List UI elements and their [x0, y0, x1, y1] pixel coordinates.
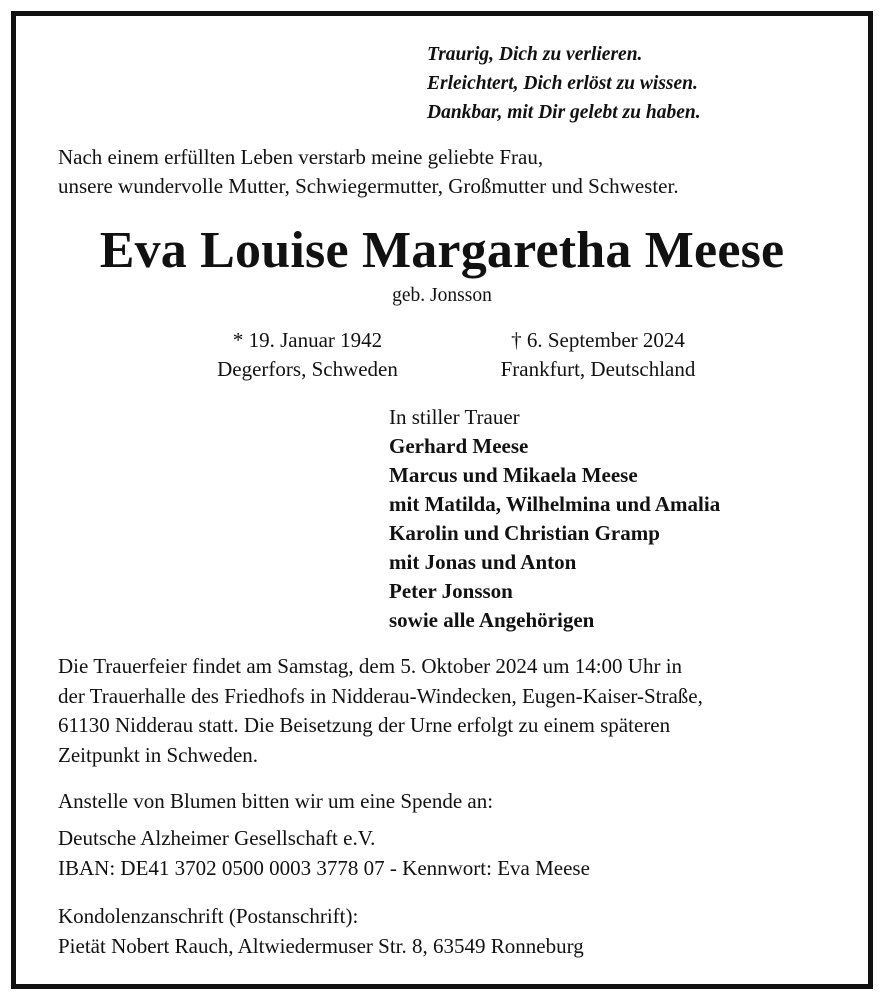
birth-date: * 19. Januar 1942: [232, 328, 383, 352]
donation-iban: IBAN: DE41 3702 0500 0003 3778 07 - Kennwort: Eva Meese: [58, 855, 590, 880]
mourner-name: mit Jonas und Anton: [389, 550, 577, 574]
mourner-name: Marcus und Mikaela Meese: [389, 463, 638, 487]
ceremony-line: der Trauerhalle des Friedhofs in Nidderau-Windecken, Eugen-Kaiser-Straße,: [58, 683, 703, 708]
death-place: Frankfurt, Deutschland: [500, 357, 696, 381]
donation-request: Anstelle von Blumen bitten wir um eine Spende an:: [58, 789, 494, 813]
donation-details: [58, 824, 590, 883]
mourner-name: Peter Jonsson: [389, 579, 513, 603]
mourners-intro: In stiller Trauer: [389, 405, 520, 429]
intro-text: [58, 143, 679, 201]
birth-place: Degerfors, Schweden: [217, 357, 398, 381]
ceremony-line: 61130 Nidderau statt. Die Beisetzung der Urne erfolgt zu einem späteren: [58, 713, 671, 737]
maiden-name: geb. Jonsson: [392, 285, 492, 306]
ceremony-text: [58, 652, 703, 770]
mourner-name: Gerhard Meese: [389, 434, 529, 458]
mourner-name: mit Matilda, Wilhelmina und Amalia: [389, 492, 721, 516]
ceremony-line: Die Trauerfeier findet am Samstag, dem 5. Oktober 2024 um 14:00 Uhr in: [58, 654, 683, 678]
death-date: † 6. September 2024: [511, 328, 685, 352]
intro-line: Nach einem erfüllten Leben verstarb meine geliebte Frau,: [58, 145, 544, 169]
mourners-block: [389, 403, 720, 635]
birth-info: [200, 326, 415, 384]
donation-recipient: Deutsche Alzheimer Gesellschaft e.V.: [58, 826, 376, 850]
poem: [427, 40, 701, 127]
intro-line: unsere wundervolle Mutter, Schwiegermutter, Großmutter und Schwester.: [58, 174, 679, 198]
condolence-address: [58, 902, 584, 961]
deceased-name: Eva Louise Margaretha Meese: [99, 222, 785, 279]
mourner-name: Karolin und Christian Gramp: [389, 521, 660, 545]
condolence-label: Kondolenzanschrift (Postanschrift):: [58, 904, 359, 928]
ceremony-line: Zeitpunkt in Schweden.: [58, 742, 259, 767]
poem-line: Dankbar, mit Dir gelebt zu haben.: [427, 102, 701, 123]
condolence-line: Pietät Nobert Rauch, Altwiedermuser Str. 8, 63549 Ronneburg: [58, 933, 584, 958]
poem-line: Traurig, Dich zu verlieren.: [427, 44, 643, 65]
mourner-name: sowie alle Angehörigen: [389, 608, 595, 632]
poem-line: Erleichtert, Dich erlöst zu wissen.: [427, 73, 698, 94]
death-info: [478, 326, 718, 384]
